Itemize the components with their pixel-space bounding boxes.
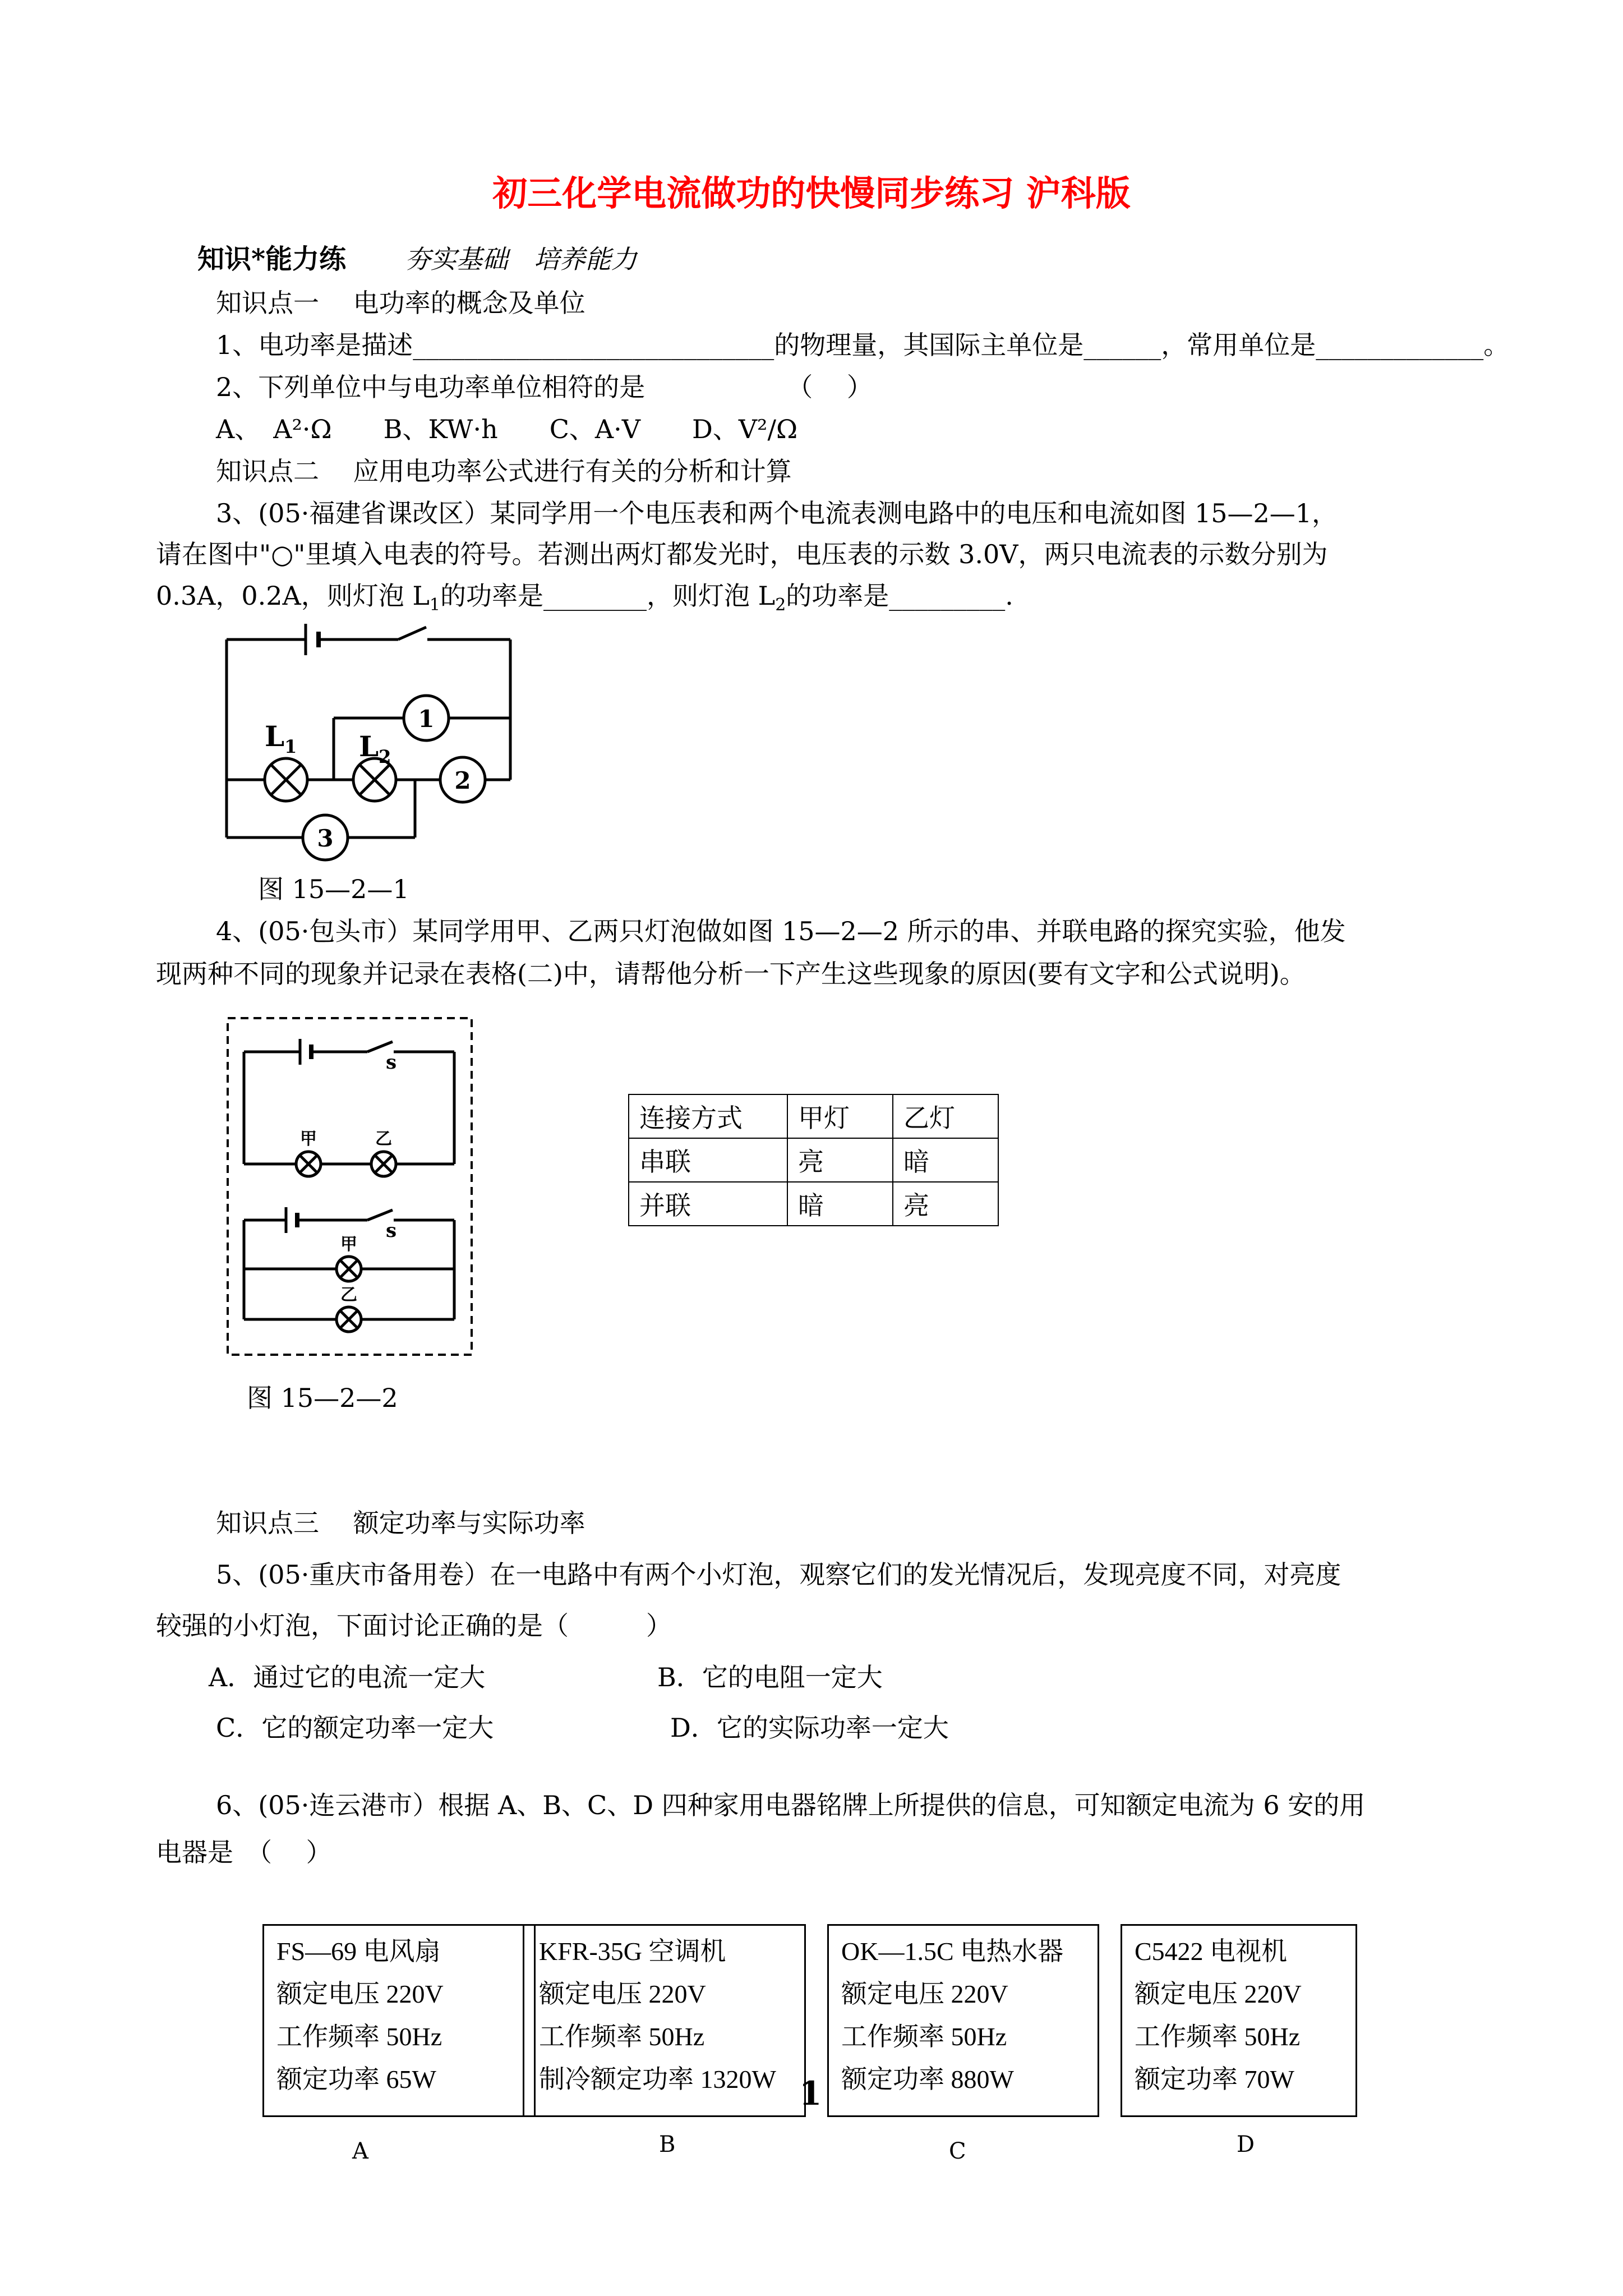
question-3-text-b: 的功率是________，则灯泡 L (440, 581, 776, 611)
question-6-line-1: 6、(05·连云港市）根据 A、B、C、D 四种家用电器铭牌上所提供的信息，可知额定电流为 6 安的用 (216, 1790, 1366, 1820)
switch-label-series: s (386, 1051, 397, 1074)
table-cell: 暗 (893, 1138, 998, 1182)
question-3-sub-2: 2 (775, 595, 786, 615)
nameplate-line: 额定功率 880W (841, 2065, 1014, 2093)
table-header-cell: 甲灯 (787, 1094, 893, 1138)
figure-1-caption: 图 15—2—1 (258, 874, 409, 904)
nameplate-line: C5422 电视机 (1135, 1937, 1288, 1966)
nameplate-line: 额定电压 220V (841, 1980, 1008, 2008)
lamp-l2-label: $L_2$ (359, 730, 391, 767)
table-row (629, 1182, 998, 1226)
figure-2-caption: 图 15—2—2 (247, 1383, 398, 1413)
knowledge-point-1: 知识点一 电功率的概念及单位 (216, 288, 585, 318)
knowledge-point-2: 知识点二 应用电功率公式进行有关的分析和计算 (216, 456, 792, 486)
nameplate-line: OK—1.5C 电热水器 (841, 1937, 1064, 1966)
lamp-yi-label-parallel: 乙 (340, 1285, 357, 1305)
question-5-line-2: 较强的小灯泡，下面讨论正确的是（ ） (156, 1611, 672, 1641)
question-6-line-2: 电器是 （ ） (156, 1837, 332, 1867)
nameplate-label-c: C (949, 2138, 966, 2164)
table-cell: 亮 (787, 1138, 893, 1182)
knowledge-point-3: 知识点三 额定功率与实际功率 (216, 1508, 585, 1538)
nameplate-line: 额定功率 70W (1135, 2065, 1294, 2093)
nameplate-d (1121, 1924, 1357, 2117)
question-3-text-c: 的功率是_________. (786, 581, 1013, 611)
question-1: 1、电功率是描述____________________________的物理量，其国际主单位是______，常用单位是_____________。 (216, 330, 1510, 360)
table-cell: 亮 (893, 1182, 998, 1226)
nameplate-line: 工作频率 50Hz (1135, 2022, 1301, 2051)
page-number: 1 (799, 2074, 822, 2113)
question-3-sub-1: 1 (429, 595, 441, 615)
nameplate-line: 工作频率 50Hz (539, 2022, 705, 2051)
meter-3-label: 3 (317, 825, 334, 852)
nameplate-line: KFR-35G 空调机 (539, 1937, 726, 1966)
nameplate-line: 额定电压 220V (539, 1980, 706, 2008)
nameplate-line: FS—69 电风扇 (276, 1937, 441, 1966)
nameplate-c (827, 1924, 1099, 2117)
nameplate-line: 工作频率 50Hz (276, 2022, 442, 2051)
table-cell: 暗 (787, 1182, 893, 1226)
nameplate-a (262, 1924, 536, 2117)
nameplate-line: 额定电压 220V (1135, 1980, 1302, 2008)
lamp-jia-label-series: 甲 (300, 1129, 317, 1149)
table-row (629, 1138, 998, 1182)
question-4-line-1: 4、(05·包头市）某同学用甲、乙两只灯泡做如图 15—2—2 所示的串、并联电路的探究实验，他发 (216, 916, 1346, 946)
question-3-text-a: 0.3A，0.2A，则灯泡 L (156, 581, 430, 611)
question-4-line-2: 现两种不同的现象并记录在表格(二)中，请帮他分析一下产生这些现象的原因(要有文字和公式说明)。 (156, 959, 1306, 989)
question-5-option-c: C．它的额定功率一定大 (216, 1713, 494, 1743)
nameplate-label-d: D (1237, 2132, 1255, 2157)
section-label: 知识*能力练 (197, 243, 347, 275)
nameplate-line: 额定功率 65W (276, 2065, 436, 2093)
table-header-cell: 乙灯 (893, 1094, 998, 1138)
question-5-option-b: B．它的电阻一定大 (657, 1662, 883, 1692)
table-header-cell: 连接方式 (629, 1094, 787, 1138)
question-5-option-a: A．通过它的电流一定大 (209, 1662, 486, 1692)
switch-label-parallel: s (386, 1220, 397, 1242)
section-subtitle: 夯实基础 培养能力 (404, 244, 637, 274)
lamp-jia-label-parallel: 甲 (340, 1235, 357, 1254)
table-header-row (629, 1094, 998, 1138)
observation-table (628, 1094, 999, 1226)
table-cell: 串联 (629, 1138, 787, 1182)
page-title: 初三化学电流做功的快慢同步练习 沪科版 (492, 173, 1131, 214)
nameplate-label-a: A (352, 2138, 368, 2164)
nameplate-line: 额定电压 220V (276, 1980, 444, 2008)
question-2: 2、下列单位中与电功率单位相符的是 （ ） (216, 372, 873, 402)
nameplate-line: 制冷额定功率 1320W (539, 2065, 776, 2093)
question-3-line-1: 3、(05·福建省课改区）某同学用一个电压表和两个电流表测电路中的电压和电流如图 15—2—1， (216, 498, 1338, 528)
table-cell: 并联 (629, 1182, 787, 1226)
lamp-yi-label-series: 乙 (375, 1129, 392, 1149)
question-2-options: A、 A²·Ω B、KW·h C、A·V D、V²/Ω (216, 414, 798, 444)
nameplate-b (523, 1924, 806, 2117)
nameplate-line: 工作频率 50Hz (841, 2022, 1007, 2051)
question-5-line-1: 5、(05·重庆市备用卷）在一电路中有两个小灯泡，观察它们的发光情况后，发现亮度不同，对亮度 (216, 1559, 1341, 1590)
meter-2-label: 2 (454, 767, 471, 794)
question-5-option-d: D．它的实际功率一定大 (670, 1713, 949, 1743)
nameplate-label-b: B (659, 2132, 676, 2157)
question-3-line-2: 请在图中"○"里填入电表的符号。若测出两灯都发光时，电压表的示数 3.0V，两只电流表的示数分别为 (156, 539, 1328, 569)
lamp-l1-label: $L_1$ (265, 720, 297, 757)
meter-1-label: 1 (418, 705, 435, 733)
